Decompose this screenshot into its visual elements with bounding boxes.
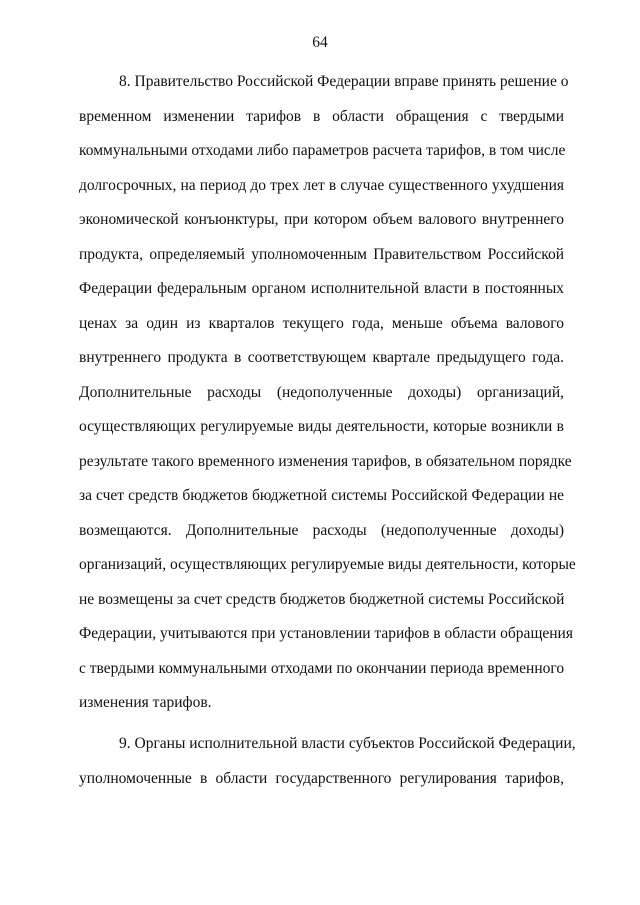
paragraph-8-line-9: внутреннего продукта в соответствующем квартале предыдущего года. [79,349,564,366]
paragraph-8-line-18: с твердыми коммунальными отходами по окончании периода временного [79,660,565,677]
paragraph-8-line-1: 8. Правительство Российской Федерации вправе принять решение о [119,73,569,90]
paragraph-8-line-19: изменения тарифов. [79,694,212,711]
paragraph-8-line-3: коммунальными отходами либо параметров расчета тарифов, в том числе [79,142,566,159]
paragraph-8-line-4: долгосрочных, на период до трех лет в случае существенного ухудшения [79,177,564,194]
paragraph-8-line-17: Федерации, учитываются при установлении тарифов в области обращения [79,625,573,642]
paragraph-8-line-15: организаций, осуществляющих регулируемые виды деятельности, которые [79,556,576,573]
paragraph-8-line-8: ценах за один из кварталов текущего года, меньше объема валового [79,315,564,332]
paragraph-8-line-13: за счет средств бюджетов бюджетной системы Российской Федерации не [79,487,564,504]
paragraph-8-line-5: экономической конъюнктуры, при котором объем валового внутреннего [79,211,564,228]
paragraph-8-line-11: осуществляющих регулируемые виды деятельности, которые возникли в [79,418,564,435]
paragraph-8-line-7: Федерации федеральным органом исполнительной власти в постоянных [79,280,564,297]
page-number: 64 [312,34,328,51]
paragraph-9-line-1: 9. Органы исполнительной власти субъектов Российской Федерации, [119,735,576,752]
paragraph-8-line-14: возмещаются. Дополнительные расходы (недополученные доходы) [79,522,564,539]
paragraph-8-line-10: Дополнительные расходы (недополученные доходы) организаций, [79,384,564,401]
paragraph-8-line-12: результате такого временного изменения тарифов, в обязательном порядке [79,453,572,470]
paragraph-8-line-2: временном изменении тарифов в области обращения с твердыми [79,108,564,125]
paragraph-9-line-2: уполномоченные в области государственного регулирования тарифов, [79,770,564,787]
paragraph-8-line-16: не возмещены за счет средств бюджетов бюджетной системы Российской [79,591,565,608]
paragraph-8-line-6: продукта, определяемый уполномоченным Правительством Российской [79,246,564,263]
